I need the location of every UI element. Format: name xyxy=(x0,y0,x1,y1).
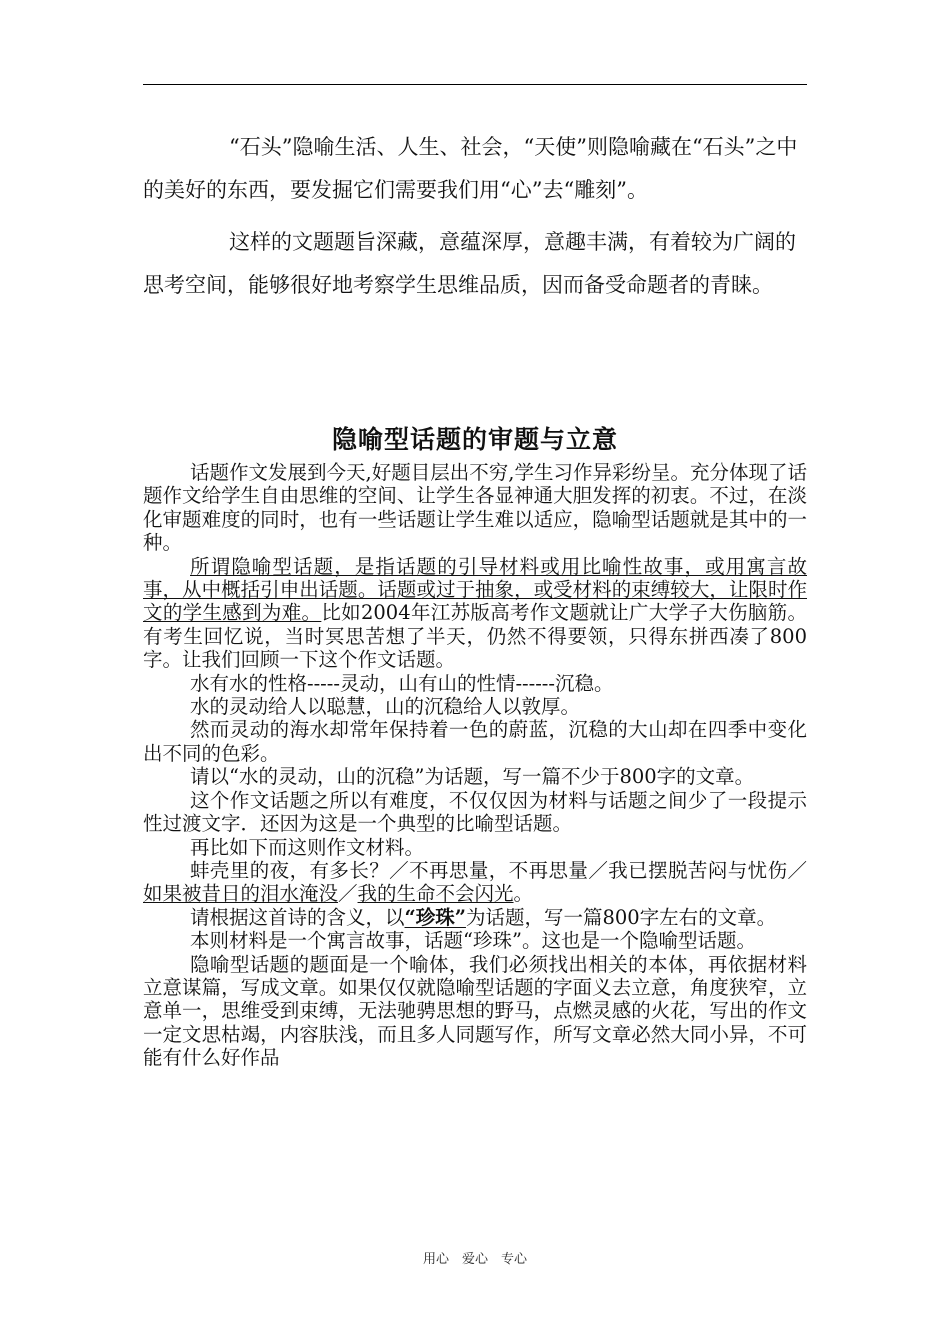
poem-part-c: 。 xyxy=(513,882,534,906)
body-paragraph-9-poem xyxy=(143,859,807,906)
body-paragraph-4: 水的灵动给人以聪慧，山的沉稳给人以敦厚。 xyxy=(190,695,581,719)
body-paragraph-3: 水有水的性格-----灵动，山有山的性情------沉稳。 xyxy=(190,671,614,695)
page-footer: 用心 爱心 专心 xyxy=(422,1252,527,1267)
intro-paragraph-1: “石头”隐喻生活、人生、社会，“天使”则隐喻藏在“石头”之中的美好的东西，要发掘它们需要我们用“心”去“雕刻”。 xyxy=(143,135,798,202)
intro-section xyxy=(143,126,807,307)
topic-pearl: “珍珠” xyxy=(404,905,466,929)
body-paragraph-10 xyxy=(143,906,807,929)
body-paragraph-5: 然而灵动的海水却常年保持着一色的蔚蓝，沉稳的大山却在四季中变化出不同的色彩。 xyxy=(143,718,807,765)
body-paragraph-1: 话题作文发展到今天,好题目层出不穷,学生习作异彩纷呈。充分体现了话题作文给学生自由思维的空间、让学生各显神通大胆发挥的初衷。不过，在淡化审题难度的同时，也有一些话题让学生难以适应，隐喻型话题就是其中的一种。 xyxy=(143,461,807,555)
body-paragraph-7: 这个作文话题之所以有难度，不仅仅因为材料与话题之间少了一段提示性过渡文字．还因为这是一个典型的比喻型话题。 xyxy=(143,788,807,836)
body-paragraph-11: 本则材料是一个寓言故事，话题“珍珠”。这也是一个隐喻型话题。 xyxy=(190,929,756,953)
poem-part-b: ／ xyxy=(338,882,358,906)
body-paragraph-12: 隐喻型话题的题面是一个喻体，我们必须找出相关的本体，再依据材料立意谋篇，写成文章。如果仅仅就隐喻型话题的字面义去立意，角度狭窄，立意单一，思维受到束缚，无法驰骋思想的野马，点燃灵感的火花，写出的作文一定文思枯竭，内容肤浅，而且多人同题写作，所写文章必然大同小异，不可能有什么好作品 xyxy=(143,952,807,1070)
article-body xyxy=(143,461,807,1070)
prompt-part-b: 为话题，写一篇800字左右的文章。 xyxy=(465,905,777,929)
header-rule xyxy=(143,84,807,85)
underlined-definition: 所谓隐喻型话题，是指话题的引导材料或用比喻性故事，或用寓言故事，从中概括引申出话题。话题或过于抽象，或受材料的束缚较大，让限时作文的学生感到为难。 xyxy=(143,554,807,625)
body-paragraph-2-rest: 比如2004年江苏版高考作文题就让广大学子大伤脑筋。有考生回忆说，当时冥思苦想了半天，仍然不得要领，只得东拼西凑了800字。让我们回顾一下这个作文话题。 xyxy=(143,601,807,672)
poem-underlined-2: 我的生命不会闪光 xyxy=(357,882,514,906)
body-paragraph-2 xyxy=(143,555,807,672)
body-paragraph-6: 请以“水的灵动，山的沉稳”为话题，写一篇不少于800字的文章。 xyxy=(190,765,755,789)
body-paragraph-8: 再比如下而这则作文材料。 xyxy=(190,835,425,859)
poem-underlined-1: 如果被昔日的泪水淹没 xyxy=(143,882,339,906)
poem-part-a: 蚌壳里的夜，有多长？／不再思量，不再思量／我已摆脱苦闷与忧伤／ xyxy=(190,858,807,882)
article-title: 隐喻型话题的审题与立意 xyxy=(331,425,618,454)
intro-paragraph-2: 这样的文题题旨深藏，意蕴深厚，意趣丰满，有着较为广阔的思考空间，能够很好地考察学生思维品质，因而备受命题者的青睐。 xyxy=(143,230,796,297)
prompt-part-a: 请根据这首诗的含义，以 xyxy=(190,905,405,929)
